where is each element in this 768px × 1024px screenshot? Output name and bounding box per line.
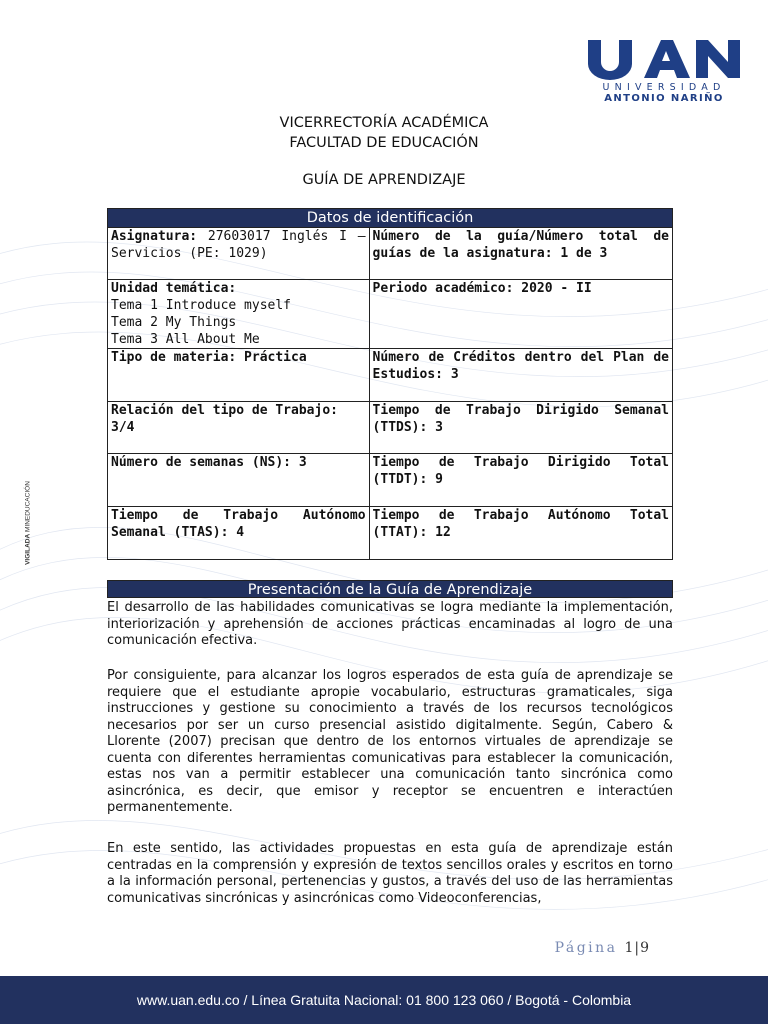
footer-contact-text: www.uan.edu.co / Línea Gratuita Nacional: 01 800 123 060 / Bogotá - Colombia (136, 992, 632, 1008)
tema-2: Tema 2 My Things (111, 315, 237, 330)
presentation-paragraph-2: Por consiguiente, para alcanzar los logros esperados de esta guía de aprendizaje se requiere que el estudiante apropie vocabulario, estructuras gramaticales, siga instrucciones y gestione su conocimiento a través de los recursos tecnológicos necesarios por ser un curso presencial asistido digitalmente. Según, Cabero & Llorente (2007) precisan que dentro de los entornos virtuales de aprendizaje se cuenta con diferentes herramientas comunicativas para establecer la comunicación, estas nos van a permitir establecer una comunicación tanto sincrónica como asincrónica, es decir, que emisor y receptor se encuentren e interactúen permanentemente. (107, 668, 673, 815)
ttdt-cell: Tiempo de Trabajo Dirigido Total (TTDT): 9 (369, 454, 672, 507)
table-row (108, 228, 673, 280)
relacion-cell: Relación del tipo de Trabajo: 3/4 (108, 402, 370, 454)
uan-logo (586, 38, 742, 104)
unidad-label: Unidad temática: (111, 281, 237, 296)
creditos-cell: Número de Créditos dentro del Plan de Estudios: 3 (369, 349, 672, 402)
periodo-cell: Periodo académico: 2020 - II (369, 280, 672, 349)
table-row (108, 507, 673, 560)
tema-3: Tema 3 All About Me (111, 332, 260, 347)
page-number (540, 940, 650, 956)
asignatura-value: 27603017 Inglés I – Servicios (PE: 1029) (111, 229, 366, 261)
logo-name-label: ANTONIO NARIÑO (604, 93, 724, 104)
guide-title: GUÍA DE APRENDIZAJE (302, 172, 466, 188)
semanas-cell: Número de semanas (NS): 3 (108, 454, 370, 507)
vigilada-bold: VIGILADA (24, 533, 32, 565)
unidad-tematica-cell (108, 280, 370, 349)
footer-bar (0, 976, 768, 1024)
ttds-cell: Tiempo de Trabajo Dirigido Semanal (TTDS): 3 (369, 402, 672, 454)
presentation-header: Presentación de la Guía de Aprendizaje (107, 580, 673, 598)
table-row (108, 349, 673, 402)
presentation-paragraph-3: En este sentido, las actividades propuestas en esta guía de aprendizaje están centradas en la comprensión y expresión de textos sencillos orales y escritos en torno a la información personal, pertenencias y gustos, a través del uso de las herramientas comunicativas sincrónicas y asincrónicas como Videoconferencias, (107, 841, 673, 906)
table-row (108, 402, 673, 454)
tipo-materia-cell: Tipo de materia: Práctica (108, 349, 370, 402)
asignatura-cell (108, 228, 370, 280)
presentation-paragraph-1: El desarrollo de las habilidades comunicativas se logra mediante la implementación, interiorización y aprehensión de acciones prácticas encaminadas al logro de una comunicación efectiva. (107, 600, 673, 648)
asignatura-label: Asignatura: (111, 229, 198, 244)
vigilada-rest: MINEDUCACIÓN (24, 481, 32, 533)
identification-table (107, 208, 673, 560)
table-row (108, 280, 673, 349)
uan-logo-mark (586, 38, 742, 80)
table-row (108, 454, 673, 507)
identification-header: Datos de identificación (108, 209, 673, 228)
page-value: 1|9 (624, 940, 650, 956)
heading-vicerrectoria: VICERRECTORÍA ACADÉMICA (279, 115, 489, 131)
vigilada-stamp (18, 476, 38, 570)
ttas-cell: Tiempo de Trabajo Autónomo Semanal (TTAS): 4 (108, 507, 370, 560)
ttat-cell: Tiempo de Trabajo Autónomo Total (TTAT): 12 (369, 507, 672, 560)
tema-1: Tema 1 Introduce myself (111, 298, 292, 313)
page-label: Página (554, 940, 618, 956)
logo-university-label: UNIVERSIDAD (602, 82, 726, 93)
heading-facultad: FACULTAD DE EDUCACIÓN (289, 135, 479, 151)
numero-guia-cell: Número de la guía/Número total de guías de la asignatura: 1 de 3 (369, 228, 672, 280)
